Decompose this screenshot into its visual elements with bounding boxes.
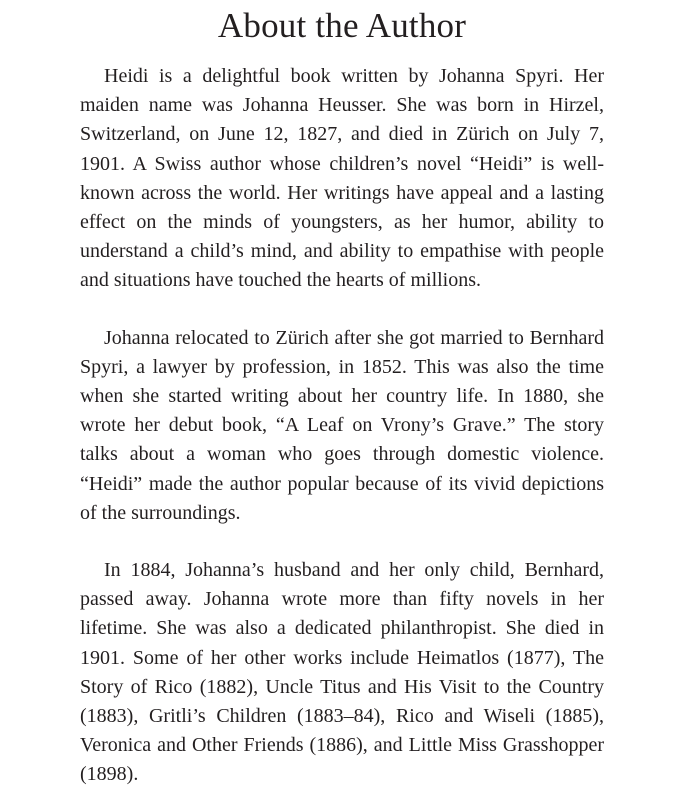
paragraph-later-life-and-works: In 1884, Johanna’s husband and her only child, Bernhard, passed away. Johanna wrote more than fifty novels in her lifetime. She was also a dedicated philanthropist. She died in 1901. Some of her other works include Heimatlos (1877), The Story of Rico (1882), Uncle Titus and His Visit to the Country (1883), Gritli’s Children (1883–84), Rico and Wiseli (1885), Veronica and Other Friends (1886), and Little Miss Grasshopper (1898).: [80, 559, 604, 786]
page-title: About the Author: [217, 6, 467, 45]
paragraph-birth-and-life: Heidi is a delightful book written by Johanna Spyri. Her maiden name was Johanna Heusser. She was born in Hirzel, Switzerland, on June 12, 1827, and died in Zürich on July 7, 1901. A Swiss author whose children’s novel “Heidi” is well-known across the world. Her writings have appeal and a lasting effect on the minds of youngsters, as her humor, ability to understand a child’s mind, and ability to empathise with people and situations have touched the hearts of millions.: [80, 65, 604, 292]
document-page: [80, 0, 604, 790]
paragraph-marriage-and-debut: Johanna relocated to Zürich after she got married to Bernhard Spyri, a lawyer by profession, in 1852. This was also the time when she started writing about her country life. In 1880, she wrote her debut book, “A Leaf on Vrony’s Grave.” The story talks about a woman who goes through domestic violence. “Heidi” made the author popular because of its vivid depictions of the surroundings.: [80, 326, 604, 524]
